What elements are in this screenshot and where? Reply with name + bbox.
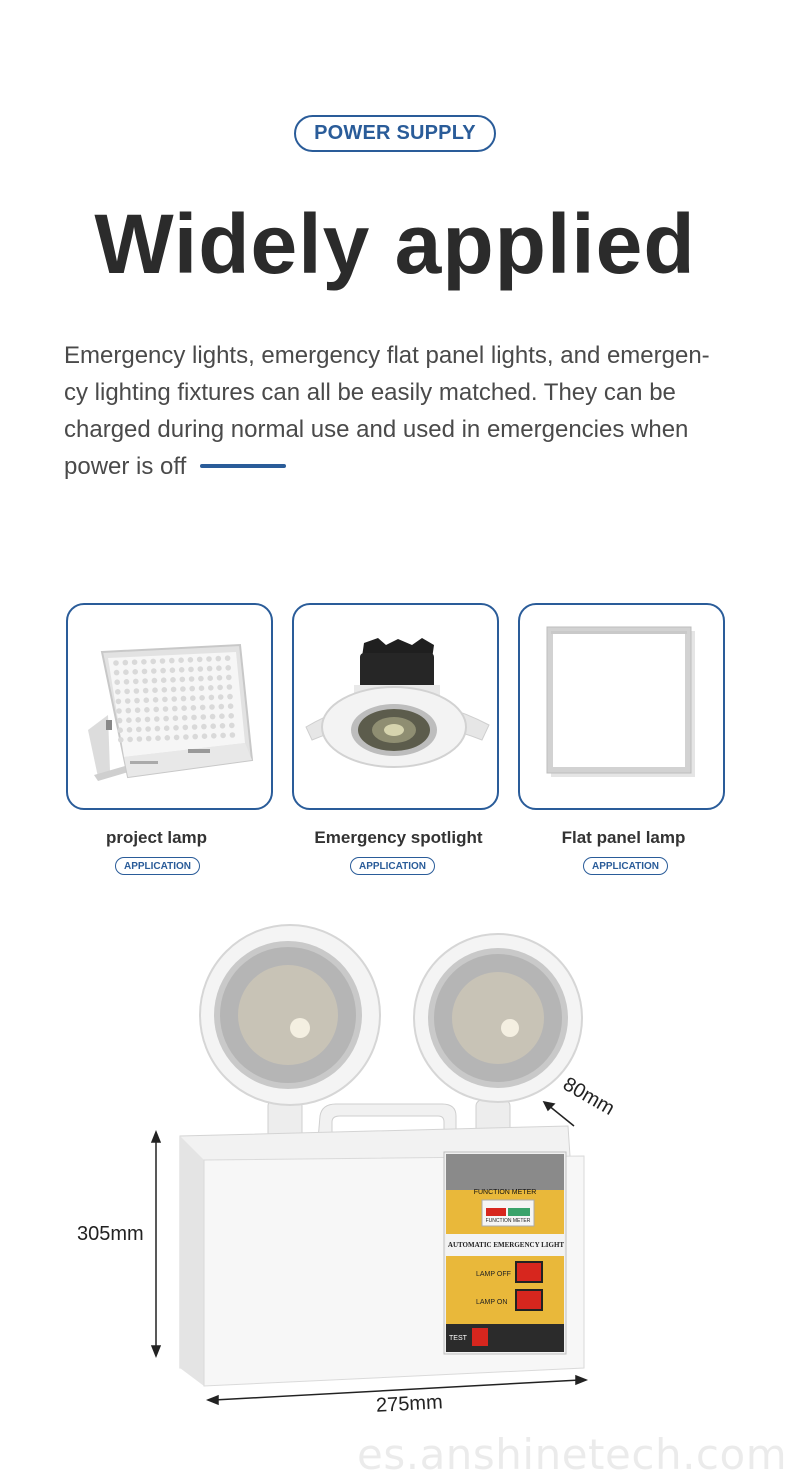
led-dot bbox=[114, 670, 120, 676]
led-dot bbox=[155, 735, 161, 741]
led-dot bbox=[173, 715, 179, 721]
led-dot bbox=[219, 704, 225, 710]
led-dot bbox=[209, 704, 215, 710]
led-dot bbox=[116, 708, 122, 714]
led-dot bbox=[225, 655, 231, 661]
led-dot bbox=[191, 705, 197, 711]
application-card-flat-panel-lamp bbox=[518, 603, 725, 810]
led-dot bbox=[183, 725, 189, 731]
led-dot bbox=[170, 667, 176, 673]
application-card-emergency-spotlight bbox=[292, 603, 499, 810]
led-dot bbox=[144, 707, 150, 713]
led-dot bbox=[133, 679, 139, 685]
led-dot bbox=[146, 736, 152, 742]
led-dot bbox=[180, 686, 186, 692]
led-dot bbox=[210, 714, 216, 720]
led-dot bbox=[117, 718, 123, 724]
led-dot bbox=[174, 735, 180, 741]
led-dot bbox=[153, 697, 159, 703]
led-dot bbox=[160, 668, 166, 674]
led-dot bbox=[179, 667, 185, 673]
led-dot bbox=[216, 656, 222, 662]
led-dot bbox=[210, 723, 216, 729]
application-tag: APPLICATION bbox=[350, 857, 435, 875]
led-dot bbox=[142, 669, 148, 675]
led-dot bbox=[209, 695, 215, 701]
led-dot bbox=[229, 723, 235, 729]
lamp-off-label: LAMP OFF bbox=[476, 1271, 511, 1278]
led-dot bbox=[124, 679, 130, 685]
led-dot bbox=[115, 689, 121, 695]
led-dot bbox=[208, 685, 214, 691]
width-dimension: 275mm bbox=[375, 1391, 444, 1417]
floodlight-image bbox=[68, 605, 271, 808]
application-tag: APPLICATION bbox=[583, 857, 668, 875]
led-dot bbox=[201, 724, 207, 730]
led-dot bbox=[141, 659, 147, 665]
led-dot bbox=[114, 679, 120, 685]
led-dot bbox=[188, 667, 194, 673]
led-dot bbox=[220, 723, 226, 729]
led-dot bbox=[155, 726, 161, 732]
led-dot bbox=[181, 696, 187, 702]
meter-title: FUNCTION METER bbox=[473, 1189, 537, 1196]
led-dot bbox=[123, 660, 129, 666]
led-dot bbox=[162, 687, 168, 693]
flat-panel-image bbox=[520, 605, 723, 808]
led-dot bbox=[183, 734, 189, 740]
led-dot bbox=[188, 657, 194, 663]
led-dot bbox=[160, 658, 166, 664]
led-dot bbox=[190, 695, 196, 701]
led-dot bbox=[191, 715, 197, 721]
led-dot bbox=[116, 699, 122, 705]
led-dot bbox=[127, 727, 133, 733]
led-dot bbox=[228, 703, 234, 709]
led-dot bbox=[151, 668, 157, 674]
meter-subtitle: FUNCTION METER bbox=[485, 1218, 531, 1224]
led-dot bbox=[225, 665, 231, 671]
application-label: project lamp bbox=[105, 828, 208, 847]
spotlight-image bbox=[294, 605, 497, 808]
led-dot bbox=[152, 678, 158, 684]
led-dot bbox=[220, 733, 226, 739]
watermark: es.anshinetech.com bbox=[357, 1430, 788, 1479]
led-dot bbox=[132, 669, 138, 675]
led-dot bbox=[142, 678, 148, 684]
led-dot bbox=[206, 656, 212, 662]
led-dot bbox=[152, 687, 158, 693]
led-dot bbox=[134, 688, 140, 694]
led-dot bbox=[217, 685, 223, 691]
led-dot bbox=[228, 713, 234, 719]
led-dot bbox=[134, 698, 140, 704]
led-dot bbox=[127, 737, 133, 743]
led-dot bbox=[154, 716, 160, 722]
application-label: Emergency spotlight bbox=[314, 828, 483, 847]
led-dot bbox=[162, 697, 168, 703]
led-dot bbox=[153, 707, 159, 713]
led-dot bbox=[132, 659, 138, 665]
led-dot bbox=[118, 737, 124, 743]
led-dot bbox=[123, 669, 129, 675]
page-title: Widely applied bbox=[94, 197, 696, 291]
lamp-on-label: LAMP ON bbox=[476, 1299, 508, 1306]
led-dot bbox=[172, 706, 178, 712]
led-dot bbox=[192, 724, 198, 730]
led-dot bbox=[171, 687, 177, 693]
led-dot bbox=[144, 697, 150, 703]
led-dot bbox=[163, 716, 169, 722]
led-dot bbox=[178, 657, 184, 663]
application-card-project-lamp bbox=[66, 603, 273, 810]
accent-rule bbox=[200, 464, 286, 468]
led-dot bbox=[173, 725, 179, 731]
led-dot bbox=[192, 734, 198, 740]
led-dot bbox=[219, 713, 225, 719]
led-dot bbox=[137, 736, 143, 742]
led-dot bbox=[217, 675, 223, 681]
panel-title: AUTOMATIC EMERGENCY LIGHT bbox=[447, 1241, 565, 1249]
led-dot bbox=[124, 689, 130, 695]
led-dot bbox=[227, 684, 233, 690]
led-dot bbox=[180, 677, 186, 683]
application-label: Flat panel lamp bbox=[561, 828, 686, 847]
led-dot bbox=[117, 727, 123, 733]
led-dot bbox=[189, 676, 195, 682]
led-dot bbox=[113, 660, 119, 666]
led-dot bbox=[189, 686, 195, 692]
led-dot bbox=[135, 707, 141, 713]
led-dot bbox=[150, 659, 156, 665]
led-dot bbox=[136, 727, 142, 733]
section-badge: POWER SUPPLY bbox=[294, 115, 496, 152]
led-dot bbox=[145, 726, 151, 732]
application-tag: APPLICATION bbox=[115, 857, 200, 875]
control-panel bbox=[444, 1152, 566, 1354]
led-dot bbox=[199, 695, 205, 701]
led-dot bbox=[125, 698, 131, 704]
led-dot bbox=[182, 715, 188, 721]
test-label: TEST bbox=[449, 1335, 467, 1342]
depth-dimension: 80mm bbox=[559, 1073, 619, 1120]
led-dot bbox=[135, 717, 141, 723]
led-dot bbox=[198, 666, 204, 672]
led-dot bbox=[230, 732, 236, 738]
led-dot bbox=[143, 688, 149, 694]
led-dot bbox=[200, 705, 206, 711]
led-dot bbox=[207, 675, 213, 681]
intro-paragraph bbox=[64, 337, 724, 485]
led-dot bbox=[163, 706, 169, 712]
height-dimension: 305mm bbox=[77, 1223, 144, 1245]
led-dot bbox=[218, 694, 224, 700]
intro-text: Emergency lights, emergency flat panel lights, and emergen-cy lighting fixtures can all be easily matched. They can be charged during normal use and used in emergencies when power is off bbox=[64, 342, 710, 480]
led-dot bbox=[197, 657, 203, 663]
led-dot bbox=[161, 677, 167, 683]
led-dot bbox=[164, 725, 170, 731]
led-dot bbox=[201, 714, 207, 720]
led-dot bbox=[198, 676, 204, 682]
led-dot bbox=[171, 696, 177, 702]
led-dot bbox=[126, 708, 132, 714]
led-dot bbox=[169, 658, 175, 664]
led-dot bbox=[202, 733, 208, 739]
led-dot bbox=[145, 717, 151, 723]
emergency-light-product-image bbox=[0, 920, 790, 1420]
led-dot bbox=[199, 685, 205, 691]
led-dot bbox=[126, 717, 132, 723]
led-dot bbox=[226, 675, 232, 681]
led-dot bbox=[227, 694, 233, 700]
led-dot bbox=[211, 733, 217, 739]
led-dot bbox=[165, 735, 171, 741]
led-dot bbox=[170, 677, 176, 683]
led-dot bbox=[181, 705, 187, 711]
led-dot bbox=[207, 666, 213, 672]
led-dot bbox=[216, 665, 222, 671]
